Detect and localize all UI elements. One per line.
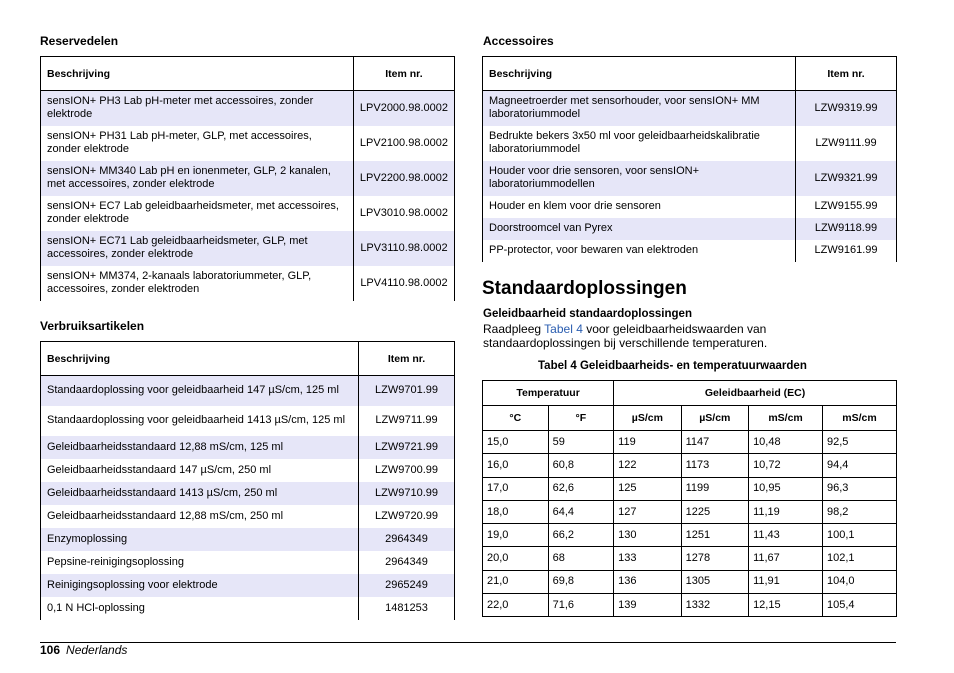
- row-item-number: LZW9118.99: [796, 218, 897, 240]
- row-description: Geleidbaarheidsstandaard 12,88 mS/cm, 250 ml: [41, 505, 359, 528]
- table-row: [483, 196, 897, 218]
- table-row: [483, 126, 897, 161]
- table-row: [483, 477, 897, 500]
- table-cell: 16,0: [483, 454, 549, 477]
- table-cell: 19,0: [483, 524, 549, 547]
- row-description: Geleidbaarheidsstandaard 12,88 mS/cm, 125 ml: [41, 436, 359, 459]
- col-description: Beschrijving: [41, 342, 359, 376]
- row-description: sensION+ MM340 Lab pH en ionenmeter, GLP, 2 kanalen, met accessoires, zonder elektrode: [41, 161, 354, 196]
- col-item-number: Item nr.: [796, 57, 897, 91]
- row-description: Standaardoplossing voor geleidbaarheid 1413 µS/cm, 125 ml: [41, 406, 359, 436]
- table-row: [41, 196, 455, 231]
- table-cell: 92,5: [823, 431, 897, 454]
- row-item-number: LPV3010.98.0002: [353, 196, 454, 231]
- table-row: [41, 161, 455, 196]
- table-cell: 122: [614, 454, 681, 477]
- section-subheading: Geleidbaarheid standaardoplossingen: [483, 308, 692, 320]
- table-cell: 100,1: [823, 524, 897, 547]
- table-row: [41, 551, 455, 574]
- section-title: Standaardoplossingen: [482, 278, 687, 299]
- intro-paragraph: [483, 322, 803, 350]
- table-cell: 104,0: [823, 570, 897, 593]
- row-description: Pepsine-reinigingsoplossing: [41, 551, 359, 574]
- table-row: [483, 91, 897, 126]
- page-footer: [40, 643, 127, 657]
- unit-header: mS/cm: [823, 406, 897, 431]
- row-item-number: 2964349: [359, 528, 455, 551]
- table-row: [41, 482, 455, 505]
- consumables-heading: Verbruiksartikelen: [40, 319, 145, 333]
- footer-language: Nederlands: [66, 643, 128, 657]
- row-item-number: LPV3110.98.0002: [353, 231, 454, 266]
- row-description: sensION+ EC7 Lab geleidbaarheidsmeter, met accessoires, zonder elektrode: [41, 196, 354, 231]
- row-description: Bedrukte bekers 3x50 ml voor geleidbaarheidskalibratie laboratoriummodel: [483, 126, 796, 161]
- table-cell: 11,67: [749, 547, 823, 570]
- table-cell: 10,72: [749, 454, 823, 477]
- table-cell: 10,95: [749, 477, 823, 500]
- row-item-number: LZW9711.99: [359, 406, 455, 436]
- table-cell: 139: [614, 594, 681, 617]
- table-row: [483, 524, 897, 547]
- head-conductivity: Geleidbaarheid (EC): [614, 381, 897, 406]
- accessories-table: [482, 56, 897, 262]
- row-item-number: LZW9721.99: [359, 436, 455, 459]
- table-cell: 11,19: [749, 500, 823, 523]
- row-item-number: LPV2000.98.0002: [353, 91, 454, 126]
- row-item-number: LZW9321.99: [796, 161, 897, 196]
- table-cell: 21,0: [483, 570, 549, 593]
- table-row: [41, 266, 455, 301]
- table-row: [483, 570, 897, 593]
- table-row: [41, 91, 455, 126]
- table-cell: 96,3: [823, 477, 897, 500]
- table-cell: 136: [614, 570, 681, 593]
- table-row: [483, 161, 897, 196]
- table-cell: 66,2: [548, 524, 614, 547]
- table-cell: 125: [614, 477, 681, 500]
- col-description: Beschrijving: [41, 57, 354, 91]
- row-description: PP-protector, voor bewaren van elektroden: [483, 240, 796, 262]
- page-number: 106: [40, 643, 61, 657]
- conductivity-table: [482, 380, 897, 617]
- table-cell: 1251: [681, 524, 748, 547]
- table-cell: 20,0: [483, 547, 549, 570]
- table-row: [41, 505, 455, 528]
- unit-header: °F: [548, 406, 614, 431]
- table-cell: 1199: [681, 477, 748, 500]
- table-row: [483, 547, 897, 570]
- table-cell: 130: [614, 524, 681, 547]
- table-cell: 1278: [681, 547, 748, 570]
- row-description: sensION+ PH3 Lab pH-meter met accessoires, zonder elektrode: [41, 91, 354, 126]
- reserve-table: [40, 56, 455, 301]
- table-cell: 10,48: [749, 431, 823, 454]
- row-item-number: 2965249: [359, 574, 455, 597]
- row-description: Geleidbaarheidsstandaard 147 µS/cm, 250 ml: [41, 459, 359, 482]
- table-cell: 18,0: [483, 500, 549, 523]
- unit-header: µS/cm: [681, 406, 748, 431]
- row-item-number: LZW9161.99: [796, 240, 897, 262]
- table-cell: 60,8: [548, 454, 614, 477]
- table-row: [41, 597, 455, 620]
- table-cell: 127: [614, 500, 681, 523]
- footer-rule: [40, 642, 896, 643]
- para-text-before: Raadpleeg: [483, 322, 545, 336]
- table-cell: 1332: [681, 594, 748, 617]
- table-cell: 71,6: [548, 594, 614, 617]
- table-cell: 59: [548, 431, 614, 454]
- table-cell: 64,4: [548, 500, 614, 523]
- row-item-number: LZW9701.99: [359, 376, 455, 406]
- reserve-heading: Reservedelen: [40, 34, 119, 48]
- unit-header: µS/cm: [614, 406, 681, 431]
- row-item-number: LPV2100.98.0002: [353, 126, 454, 161]
- row-item-number: LZW9319.99: [796, 91, 897, 126]
- row-description: Standaardoplossing voor geleidbaarheid 147 µS/cm, 125 ml: [41, 376, 359, 406]
- row-item-number: 1481253: [359, 597, 455, 620]
- row-description: Reinigingsoplossing voor elektrode: [41, 574, 359, 597]
- row-item-number: LZW9700.99: [359, 459, 455, 482]
- col-item-number: Item nr.: [359, 342, 455, 376]
- table-row: [41, 459, 455, 482]
- table-cell: 1147: [681, 431, 748, 454]
- row-item-number: LZW9710.99: [359, 482, 455, 505]
- table-caption: Tabel 4 Geleidbaarheids- en temperatuurwaarden: [538, 360, 807, 372]
- unit-header: °C: [483, 406, 549, 431]
- table-cell: 22,0: [483, 594, 549, 617]
- accessories-heading: Accessoires: [483, 34, 554, 48]
- para-text-after: voor geleidbaarheidswaarden van standaardoplossingen bij verschillende temperaturen.: [483, 322, 768, 350]
- row-description: sensION+ EC71 Lab geleidbaarheidsmeter, GLP, met accessoires, zonder elektrode: [41, 231, 354, 266]
- table-row: [41, 436, 455, 459]
- table-cell: 68: [548, 547, 614, 570]
- table-cell: 15,0: [483, 431, 549, 454]
- table-cell: 94,4: [823, 454, 897, 477]
- unit-header: mS/cm: [749, 406, 823, 431]
- consumables-table: [40, 341, 455, 620]
- table-row: [483, 240, 897, 262]
- table-cell: 69,8: [548, 570, 614, 593]
- table-cell: 119: [614, 431, 681, 454]
- table-cell: 105,4: [823, 594, 897, 617]
- table-cell: 102,1: [823, 547, 897, 570]
- row-item-number: LZW9720.99: [359, 505, 455, 528]
- row-description: Enzymoplossing: [41, 528, 359, 551]
- table-cell: 1173: [681, 454, 748, 477]
- table-row: [41, 376, 455, 406]
- table-cell: 11,91: [749, 570, 823, 593]
- row-item-number: LPV4110.98.0002: [353, 266, 454, 301]
- table-row: [41, 528, 455, 551]
- table-cell: 133: [614, 547, 681, 570]
- table-cell: 12,15: [749, 594, 823, 617]
- row-description: Houder en klem voor drie sensoren: [483, 196, 796, 218]
- row-item-number: 2964349: [359, 551, 455, 574]
- table-cell: 17,0: [483, 477, 549, 500]
- row-item-number: LZW9111.99: [796, 126, 897, 161]
- row-item-number: LZW9155.99: [796, 196, 897, 218]
- table-row: [483, 500, 897, 523]
- table-row: [41, 406, 455, 436]
- table-row: [483, 594, 897, 617]
- row-description: sensION+ MM374, 2-kanaals laboratoriummeter, GLP, accessoires, zonder elektroden: [41, 266, 354, 301]
- row-description: Geleidbaarheidsstandaard 1413 µS/cm, 250 ml: [41, 482, 359, 505]
- table-row: [41, 231, 455, 266]
- row-description: 0,1 N HCl-oplossing: [41, 597, 359, 620]
- row-description: Doorstroomcel van Pyrex: [483, 218, 796, 240]
- head-temperature: Temperatuur: [483, 381, 614, 406]
- table-row: [41, 574, 455, 597]
- table-cell: 62,6: [548, 477, 614, 500]
- row-description: sensION+ PH31 Lab pH-meter, GLP, met accessoires, zonder elektrode: [41, 126, 354, 161]
- table-cell: 98,2: [823, 500, 897, 523]
- table-cell: 1225: [681, 500, 748, 523]
- col-description: Beschrijving: [483, 57, 796, 91]
- table-reference-link[interactable]: Tabel 4: [544, 322, 583, 336]
- table-row: [41, 126, 455, 161]
- row-item-number: LPV2200.98.0002: [353, 161, 454, 196]
- table-cell: 11,43: [749, 524, 823, 547]
- table-row: [483, 431, 897, 454]
- row-description: Houder voor drie sensoren, voor sensION+ laboratoriummodellen: [483, 161, 796, 196]
- table-row: [483, 454, 897, 477]
- table-row: [483, 218, 897, 240]
- row-description: Magneetroerder met sensorhouder, voor sensION+ MM laboratoriummodel: [483, 91, 796, 126]
- col-item-number: Item nr.: [353, 57, 454, 91]
- table-cell: 1305: [681, 570, 748, 593]
